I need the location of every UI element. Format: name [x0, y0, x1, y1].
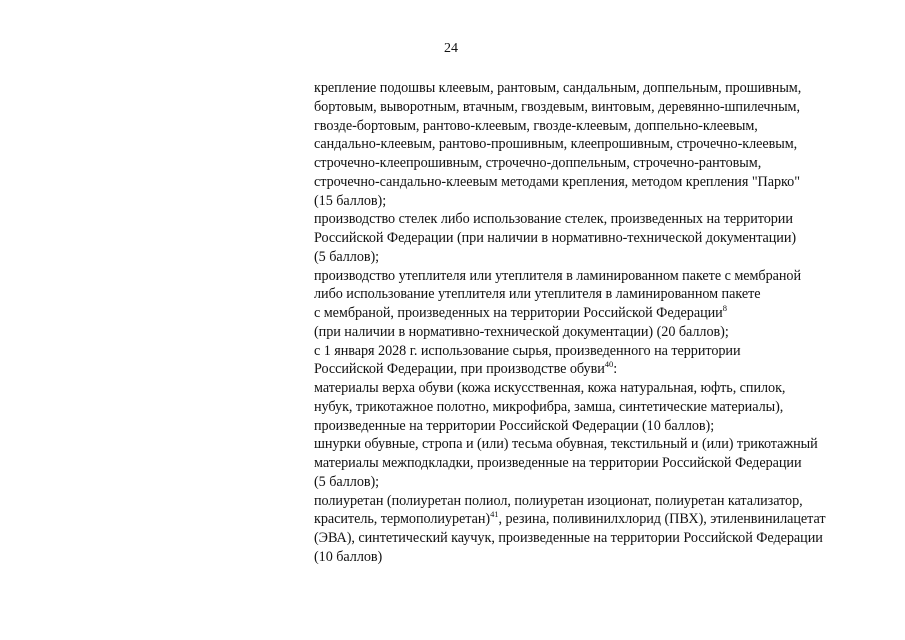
line-text: гвоздe-бортовым, рантово-клеевым, гвоздe-клеевым, доппельно-клеевым, [314, 117, 758, 134]
line-text: (ЭВА), синтетический каучук, произведенные на территории Российской Федерации [314, 530, 823, 546]
text-line [314, 510, 874, 529]
line-text: производство стелек либо использование стелек, произведенных на территории [314, 211, 793, 228]
text-line [314, 360, 874, 379]
text-line [314, 435, 874, 454]
text-line [314, 417, 874, 436]
line-text: с 1 января 2028 г. использование сырья, произведенного на территории [314, 342, 741, 359]
text-line [314, 154, 874, 173]
text-line [314, 192, 874, 211]
line-text: (15 баллов); [314, 192, 387, 209]
line-text: (5 баллов); [314, 248, 380, 265]
text-line [314, 342, 874, 361]
footnote-reference: 40 [604, 359, 614, 370]
text-line [314, 98, 874, 117]
text-line [314, 173, 874, 192]
line-text: бортовым, выворотным, втачным, гвоздевым, винтовым, деревянно-шпилечным, [314, 98, 800, 115]
line-text: строчечно-клеепрошивным, строчечно-доппельным, строчечно-рантовым, [314, 155, 762, 171]
line-text: (при наличии в нормативно-технической документации) (20 баллов); [314, 323, 729, 340]
line-text: крепление подошвы клеевым, рантовым, сандальным, доппельным, прошивным, [314, 80, 802, 96]
text-line [314, 398, 874, 417]
footnote-reference: 8 [722, 303, 727, 313]
text-line [314, 285, 874, 304]
line-text: нубук, трикотажное полотно, микрофибра, замша, синтетические материалы), [314, 398, 784, 415]
line-text: Российской Федерации (при наличии в нормативно-технической документации) [314, 230, 797, 246]
text-line [314, 323, 874, 342]
line-text: произведенные на территории Российской Федерации (10 баллов); [314, 417, 715, 434]
footnote-reference: 41 [490, 509, 499, 520]
line-text: производство утеплителя или утеплителя в ламинированном пакете с мембраной [314, 267, 802, 284]
text-line [314, 229, 874, 248]
line-text-continued: : [613, 361, 618, 378]
line-text: краситель, термополиуретан) [314, 511, 491, 528]
text-line [314, 267, 874, 286]
text-line [314, 454, 874, 473]
line-text: материалы межподкладки, произведенные на территории Российской Федерации [314, 455, 802, 471]
text-line [314, 79, 874, 98]
page-number: 24 [444, 41, 458, 56]
document-body [314, 79, 874, 567]
text-line [314, 304, 874, 323]
text-line [314, 529, 874, 548]
text-line [314, 379, 874, 398]
text-line [314, 473, 874, 492]
line-text: материалы верха обуви (кожа искусственная, кожа натуральная, юфть, спилок, [314, 380, 786, 396]
line-text: строчечно-сандально-клеевым методами крепления, методом крепления "Парко" [314, 173, 800, 190]
line-text: Российской Федерации, при производстве обуви [314, 361, 605, 378]
line-text: шнурки обувные, стропа и (или) тесьма обувная, текстильный и (или) трикотажный [314, 436, 818, 453]
line-text: (10 баллов) [314, 548, 383, 565]
text-line [314, 248, 874, 267]
text-line [314, 210, 874, 229]
text-line [314, 117, 874, 136]
line-text: сандально-клеевым, рантово-прошивным, клеепрошивным, строчечно-клеевым, [314, 136, 798, 153]
line-text: либо использование утеплителя или утеплителя в ламинированном пакете [314, 286, 761, 303]
line-text: с мембраной, произведенных на территории Российской Федерации [314, 305, 723, 321]
line-text: полиуретан (полиуретан полиол, полиуретан изоционат, полиуретан катализатор, [314, 492, 803, 509]
text-line [314, 492, 874, 511]
text-line [314, 548, 874, 567]
text-line [314, 135, 874, 154]
line-text-continued: , резина, поливинилхлорид (ПВХ), этиленвинилацетат [498, 511, 826, 528]
line-text: (5 баллов); [314, 473, 380, 490]
